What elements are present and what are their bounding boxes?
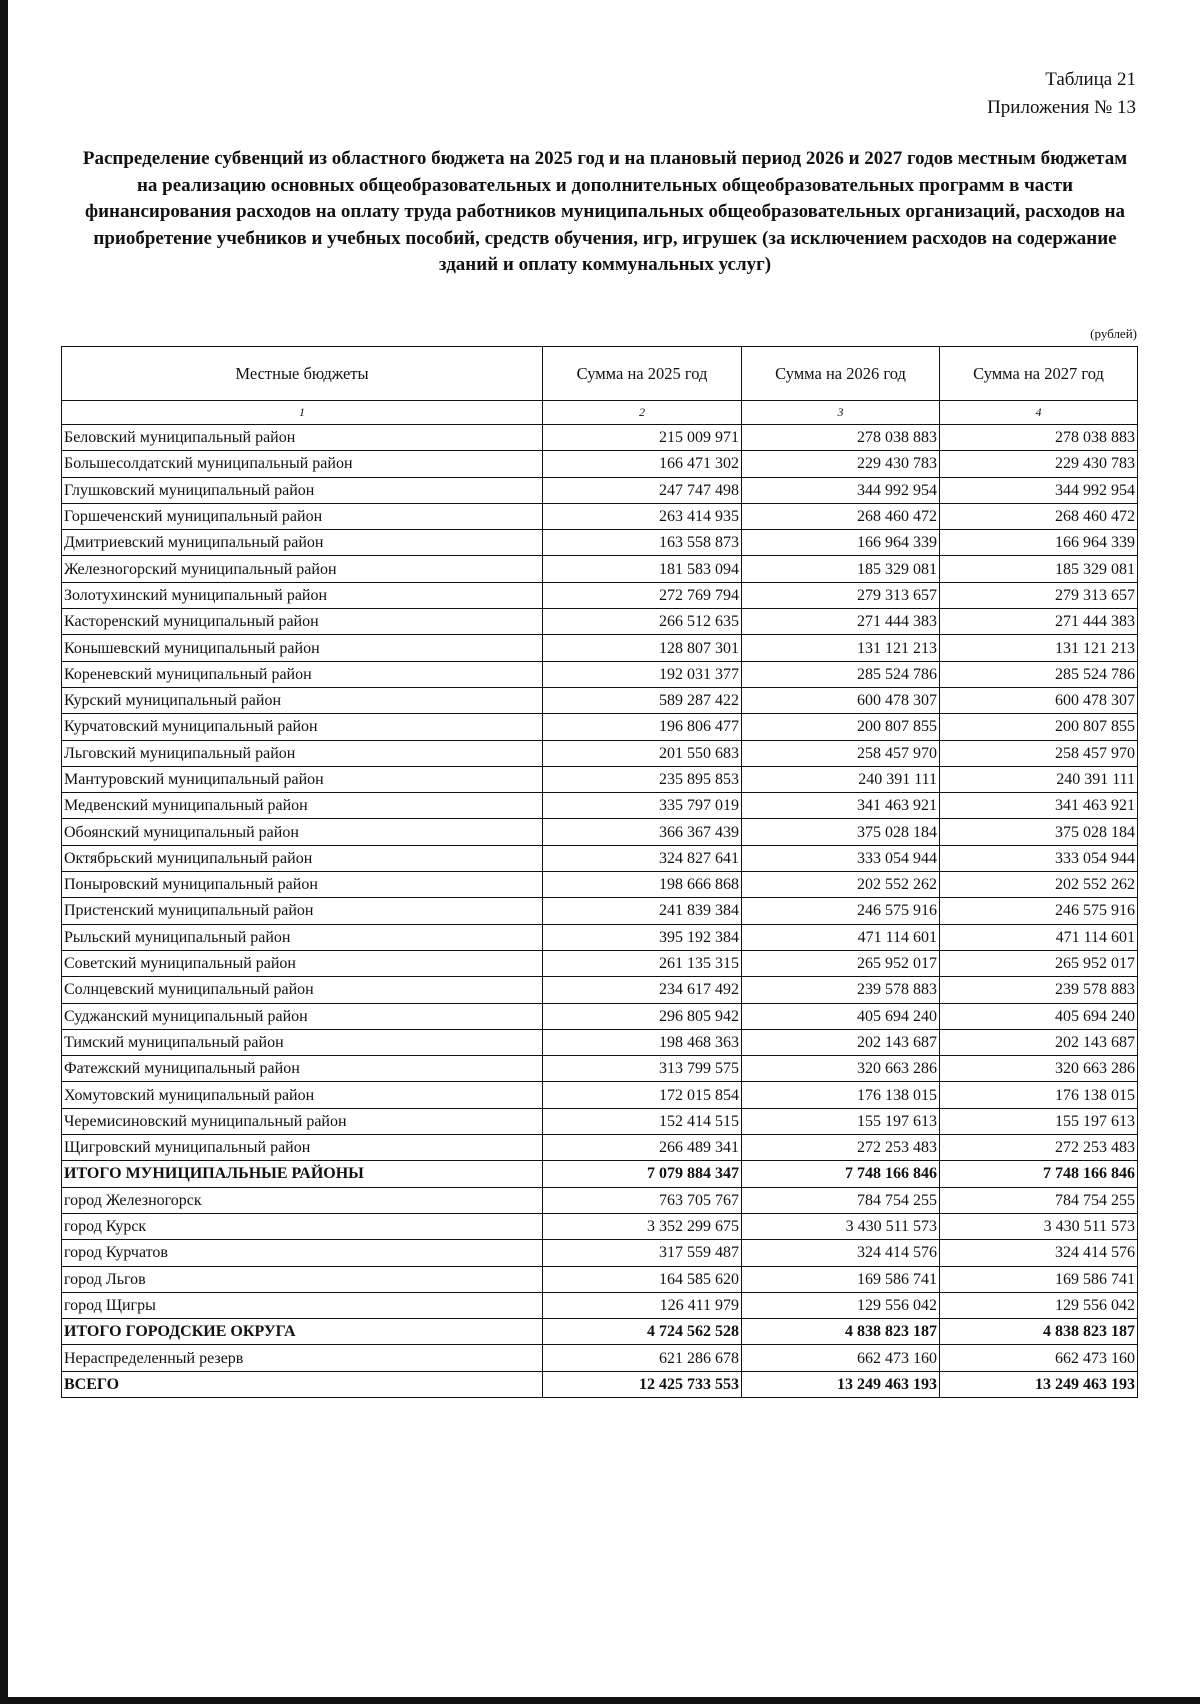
amount-2025-cell: 181 583 094: [543, 556, 742, 582]
amount-2027-cell: 258 457 970: [940, 740, 1138, 766]
amount-2025-cell: 164 585 620: [543, 1266, 742, 1292]
column-header-2025: Сумма на 2025 год: [543, 347, 742, 401]
amount-2027-cell: 129 556 042: [940, 1292, 1138, 1318]
column-number-row: [62, 401, 1138, 425]
budget-name-cell: Обоянский муниципальный район: [62, 819, 543, 845]
table-row: [62, 714, 1138, 740]
table-total-row: [62, 1371, 1138, 1397]
table-row: [62, 687, 1138, 713]
table-row: [62, 451, 1138, 477]
table-row: [62, 661, 1138, 687]
budget-name-cell: Черемисиновский муниципальный район: [62, 1108, 543, 1134]
amount-2026-cell: 200 807 855: [742, 714, 940, 740]
budget-name-cell: Курский муниципальный район: [62, 687, 543, 713]
amount-2025-cell: 215 009 971: [543, 425, 742, 451]
amount-2027-cell: 271 444 383: [940, 609, 1138, 635]
table-row: [62, 819, 1138, 845]
amount-2027-cell: 285 524 786: [940, 661, 1138, 687]
amount-2027-cell: 268 460 472: [940, 503, 1138, 529]
table-row: [62, 425, 1138, 451]
table-row: [62, 1108, 1138, 1134]
column-number: 3: [742, 401, 940, 425]
budget-name-cell: Медвенский муниципальный район: [62, 793, 543, 819]
amount-2025-cell: 261 135 315: [543, 950, 742, 976]
budget-name-cell: Большесолдатский муниципальный район: [62, 451, 543, 477]
column-number: 2: [543, 401, 742, 425]
amount-2025-cell: 241 839 384: [543, 898, 742, 924]
amount-2025-cell: 152 414 515: [543, 1108, 742, 1134]
amount-2026-cell: 131 121 213: [742, 635, 940, 661]
table-row: [62, 503, 1138, 529]
amount-2026-cell: 258 457 970: [742, 740, 940, 766]
amount-2025-cell: 166 471 302: [543, 451, 742, 477]
budget-name-cell: Курчатовский муниципальный район: [62, 714, 543, 740]
budget-name-cell: Горшеченский муниципальный район: [62, 503, 543, 529]
amount-2025-cell: 263 414 935: [543, 503, 742, 529]
budget-name-cell: Беловский муниципальный район: [62, 425, 543, 451]
amount-2026-cell: 229 430 783: [742, 451, 940, 477]
amount-2027-cell: 131 121 213: [940, 635, 1138, 661]
table-row: [62, 845, 1138, 871]
column-number: 1: [62, 401, 543, 425]
table-row: [62, 1003, 1138, 1029]
amount-2027-cell: 239 578 883: [940, 977, 1138, 1003]
budget-name-cell: Пристенский муниципальный район: [62, 898, 543, 924]
budget-name-cell: город Щигры: [62, 1292, 543, 1318]
amount-2027-cell: 265 952 017: [940, 950, 1138, 976]
budget-name-cell: Поныровский муниципальный район: [62, 872, 543, 898]
table-row: [62, 1029, 1138, 1055]
amount-2026-cell: 166 964 339: [742, 530, 940, 556]
amount-2026-cell: 279 313 657: [742, 582, 940, 608]
table-row: [62, 793, 1138, 819]
amount-2026-cell: 278 038 883: [742, 425, 940, 451]
amount-2026-cell: 375 028 184: [742, 819, 940, 845]
amount-2027-cell: 662 473 160: [940, 1345, 1138, 1371]
budget-name-cell: город Курск: [62, 1213, 543, 1239]
amount-2027-cell: 166 964 339: [940, 530, 1138, 556]
amount-2026-cell: 341 463 921: [742, 793, 940, 819]
budget-name-cell: ИТОГО ГОРОДСКИЕ ОКРУГА: [62, 1319, 543, 1345]
amount-2026-cell: 320 663 286: [742, 1056, 940, 1082]
budget-name-cell: Льговский муниципальный район: [62, 740, 543, 766]
table-row: [62, 1266, 1138, 1292]
amount-2027-cell: 3 430 511 573: [940, 1213, 1138, 1239]
amount-2025-cell: 234 617 492: [543, 977, 742, 1003]
amount-2026-cell: 240 391 111: [742, 766, 940, 792]
amount-2026-cell: 202 143 687: [742, 1029, 940, 1055]
amount-2026-cell: 185 329 081: [742, 556, 940, 582]
table-row: [62, 872, 1138, 898]
amount-2026-cell: 239 578 883: [742, 977, 940, 1003]
amount-2026-cell: 4 838 823 187: [742, 1319, 940, 1345]
table-number: Таблица 21: [1045, 69, 1136, 90]
table-row: [62, 582, 1138, 608]
budget-name-cell: ВСЕГО: [62, 1371, 543, 1397]
amount-2025-cell: 4 724 562 528: [543, 1319, 742, 1345]
document-header: [987, 66, 1136, 122]
amount-2025-cell: 317 559 487: [543, 1240, 742, 1266]
amount-2026-cell: 344 992 954: [742, 477, 940, 503]
budget-name-cell: Рыльский муниципальный район: [62, 924, 543, 950]
amount-2027-cell: 375 028 184: [940, 819, 1138, 845]
document-title: Распределение субвенций из областного бюджета на 2025 год и на плановый период 2026 и 2027 годов местным бюджетам на реализацию основных общеобразовательных и дополнительных общеобразовательных программ в части финансирования расходов на оплату труда работников муниципальных общеобразовательных организаций, расходов на приобретение учебников и учебных пособий, средств обучения, игр, игрушек (за исключением расходов на содержание зданий и оплату коммунальных услуг): [82, 148, 1128, 275]
amount-2026-cell: 271 444 383: [742, 609, 940, 635]
budget-name-cell: Конышевский муниципальный район: [62, 635, 543, 661]
amount-2027-cell: 272 253 483: [940, 1135, 1138, 1161]
table-row: [62, 898, 1138, 924]
amount-2025-cell: 313 799 575: [543, 1056, 742, 1082]
amount-2027-cell: 784 754 255: [940, 1187, 1138, 1213]
table-row: [62, 950, 1138, 976]
scan-edge-bottom: [0, 1697, 1200, 1704]
amount-2026-cell: 155 197 613: [742, 1108, 940, 1134]
table-row: [62, 635, 1138, 661]
amount-2025-cell: 198 468 363: [543, 1029, 742, 1055]
amount-2026-cell: 268 460 472: [742, 503, 940, 529]
amount-2027-cell: 344 992 954: [940, 477, 1138, 503]
table-row: [62, 556, 1138, 582]
budget-name-cell: Глушковский муниципальный район: [62, 477, 543, 503]
table-row: [62, 1187, 1138, 1213]
table-row: [62, 977, 1138, 1003]
amount-2027-cell: 279 313 657: [940, 582, 1138, 608]
amount-2025-cell: 272 769 794: [543, 582, 742, 608]
table-row: [62, 609, 1138, 635]
amount-2026-cell: 405 694 240: [742, 1003, 940, 1029]
amount-2025-cell: 266 512 635: [543, 609, 742, 635]
budget-name-cell: Дмитриевский муниципальный район: [62, 530, 543, 556]
amount-2027-cell: 176 138 015: [940, 1082, 1138, 1108]
amount-2025-cell: 366 367 439: [543, 819, 742, 845]
amount-2027-cell: 229 430 783: [940, 451, 1138, 477]
amount-2027-cell: 278 038 883: [940, 425, 1138, 451]
amount-2025-cell: 335 797 019: [543, 793, 742, 819]
budget-name-cell: Касторенский муниципальный район: [62, 609, 543, 635]
amount-2027-cell: 169 586 741: [940, 1266, 1138, 1292]
amount-2025-cell: 247 747 498: [543, 477, 742, 503]
amount-2025-cell: 126 411 979: [543, 1292, 742, 1318]
budget-name-cell: ИТОГО МУНИЦИПАЛЬНЫЕ РАЙОНЫ: [62, 1161, 543, 1187]
budget-name-cell: Суджанский муниципальный район: [62, 1003, 543, 1029]
amount-2026-cell: 246 575 916: [742, 898, 940, 924]
amount-2026-cell: 285 524 786: [742, 661, 940, 687]
amount-2025-cell: 235 895 853: [543, 766, 742, 792]
amount-2025-cell: 198 666 868: [543, 872, 742, 898]
amount-2026-cell: 272 253 483: [742, 1135, 940, 1161]
budget-name-cell: Советский муниципальный район: [62, 950, 543, 976]
amount-2025-cell: 192 031 377: [543, 661, 742, 687]
budget-name-cell: Нераспределенный резерв: [62, 1345, 543, 1371]
table-row: [62, 530, 1138, 556]
budget-name-cell: город Льгов: [62, 1266, 543, 1292]
appendix-number: Приложения № 13: [987, 97, 1136, 118]
amount-2025-cell: 621 286 678: [543, 1345, 742, 1371]
table-header-row: [62, 347, 1138, 401]
amount-2027-cell: 405 694 240: [940, 1003, 1138, 1029]
table-total-row: [62, 1161, 1138, 1187]
amount-2026-cell: 176 138 015: [742, 1082, 940, 1108]
amount-2026-cell: 7 748 166 846: [742, 1161, 940, 1187]
amount-2026-cell: 3 430 511 573: [742, 1213, 940, 1239]
amount-2025-cell: 7 079 884 347: [543, 1161, 742, 1187]
amount-2026-cell: 13 249 463 193: [742, 1371, 940, 1397]
amount-2027-cell: 240 391 111: [940, 766, 1138, 792]
budget-name-cell: Тимский муниципальный район: [62, 1029, 543, 1055]
table-row: [62, 766, 1138, 792]
budget-name-cell: Железногорский муниципальный район: [62, 556, 543, 582]
amount-2025-cell: 763 705 767: [543, 1187, 742, 1213]
table-row: [62, 1345, 1138, 1371]
amount-2027-cell: 341 463 921: [940, 793, 1138, 819]
budget-name-cell: Солнцевский муниципальный район: [62, 977, 543, 1003]
amount-2025-cell: 201 550 683: [543, 740, 742, 766]
table-row: [62, 1135, 1138, 1161]
amount-2027-cell: 202 552 262: [940, 872, 1138, 898]
table-body: [62, 425, 1138, 1398]
table-row: [62, 1056, 1138, 1082]
amount-2026-cell: 600 478 307: [742, 687, 940, 713]
table-row: [62, 924, 1138, 950]
budget-name-cell: Октябрьский муниципальный район: [62, 845, 543, 871]
amount-2026-cell: 784 754 255: [742, 1187, 940, 1213]
scan-edge-left: [0, 0, 8, 1704]
amount-2027-cell: 246 575 916: [940, 898, 1138, 924]
amount-2026-cell: 202 552 262: [742, 872, 940, 898]
amount-2027-cell: 320 663 286: [940, 1056, 1138, 1082]
amount-2027-cell: 7 748 166 846: [940, 1161, 1138, 1187]
amount-2027-cell: 202 143 687: [940, 1029, 1138, 1055]
amount-2027-cell: 471 114 601: [940, 924, 1138, 950]
table-total-row: [62, 1319, 1138, 1345]
amount-2027-cell: 4 838 823 187: [940, 1319, 1138, 1345]
amount-2027-cell: 155 197 613: [940, 1108, 1138, 1134]
amount-2026-cell: 265 952 017: [742, 950, 940, 976]
budget-name-cell: Мантуровский муниципальный район: [62, 766, 543, 792]
amount-2025-cell: 163 558 873: [543, 530, 742, 556]
amount-2025-cell: 12 425 733 553: [543, 1371, 742, 1397]
column-header-budget: Местные бюджеты: [62, 347, 543, 401]
table-row: [62, 1240, 1138, 1266]
column-header-2026: Сумма на 2026 год: [742, 347, 940, 401]
budget-table: [61, 346, 1138, 1398]
table-row: [62, 1213, 1138, 1239]
amount-2027-cell: 200 807 855: [940, 714, 1138, 740]
amount-2027-cell: 333 054 944: [940, 845, 1138, 871]
table-row: [62, 1292, 1138, 1318]
table-row: [62, 740, 1138, 766]
budget-name-cell: город Курчатов: [62, 1240, 543, 1266]
amount-2027-cell: 324 414 576: [940, 1240, 1138, 1266]
budget-name-cell: Фатежский муниципальный район: [62, 1056, 543, 1082]
amount-2026-cell: 333 054 944: [742, 845, 940, 871]
amount-2025-cell: 324 827 641: [543, 845, 742, 871]
budget-name-cell: Хомутовский муниципальный район: [62, 1082, 543, 1108]
column-number: 4: [940, 401, 1138, 425]
amount-2025-cell: 172 015 854: [543, 1082, 742, 1108]
amount-2025-cell: 3 352 299 675: [543, 1213, 742, 1239]
amount-2026-cell: 324 414 576: [742, 1240, 940, 1266]
units-label: (рублей): [1090, 326, 1137, 341]
column-header-2027: Сумма на 2027 год: [940, 347, 1138, 401]
amount-2025-cell: 128 807 301: [543, 635, 742, 661]
table-row: [62, 1082, 1138, 1108]
amount-2025-cell: 196 806 477: [543, 714, 742, 740]
table-row: [62, 477, 1138, 503]
amount-2025-cell: 296 805 942: [543, 1003, 742, 1029]
amount-2026-cell: 129 556 042: [742, 1292, 940, 1318]
budget-name-cell: Щигровский муниципальный район: [62, 1135, 543, 1161]
amount-2025-cell: 395 192 384: [543, 924, 742, 950]
amount-2027-cell: 185 329 081: [940, 556, 1138, 582]
amount-2027-cell: 600 478 307: [940, 687, 1138, 713]
amount-2026-cell: 471 114 601: [742, 924, 940, 950]
budget-name-cell: Кореневский муниципальный район: [62, 661, 543, 687]
budget-name-cell: Золотухинский муниципальный район: [62, 582, 543, 608]
amount-2026-cell: 169 586 741: [742, 1266, 940, 1292]
amount-2026-cell: 662 473 160: [742, 1345, 940, 1371]
amount-2027-cell: 13 249 463 193: [940, 1371, 1138, 1397]
budget-name-cell: город Железногорск: [62, 1187, 543, 1213]
amount-2025-cell: 589 287 422: [543, 687, 742, 713]
amount-2025-cell: 266 489 341: [543, 1135, 742, 1161]
